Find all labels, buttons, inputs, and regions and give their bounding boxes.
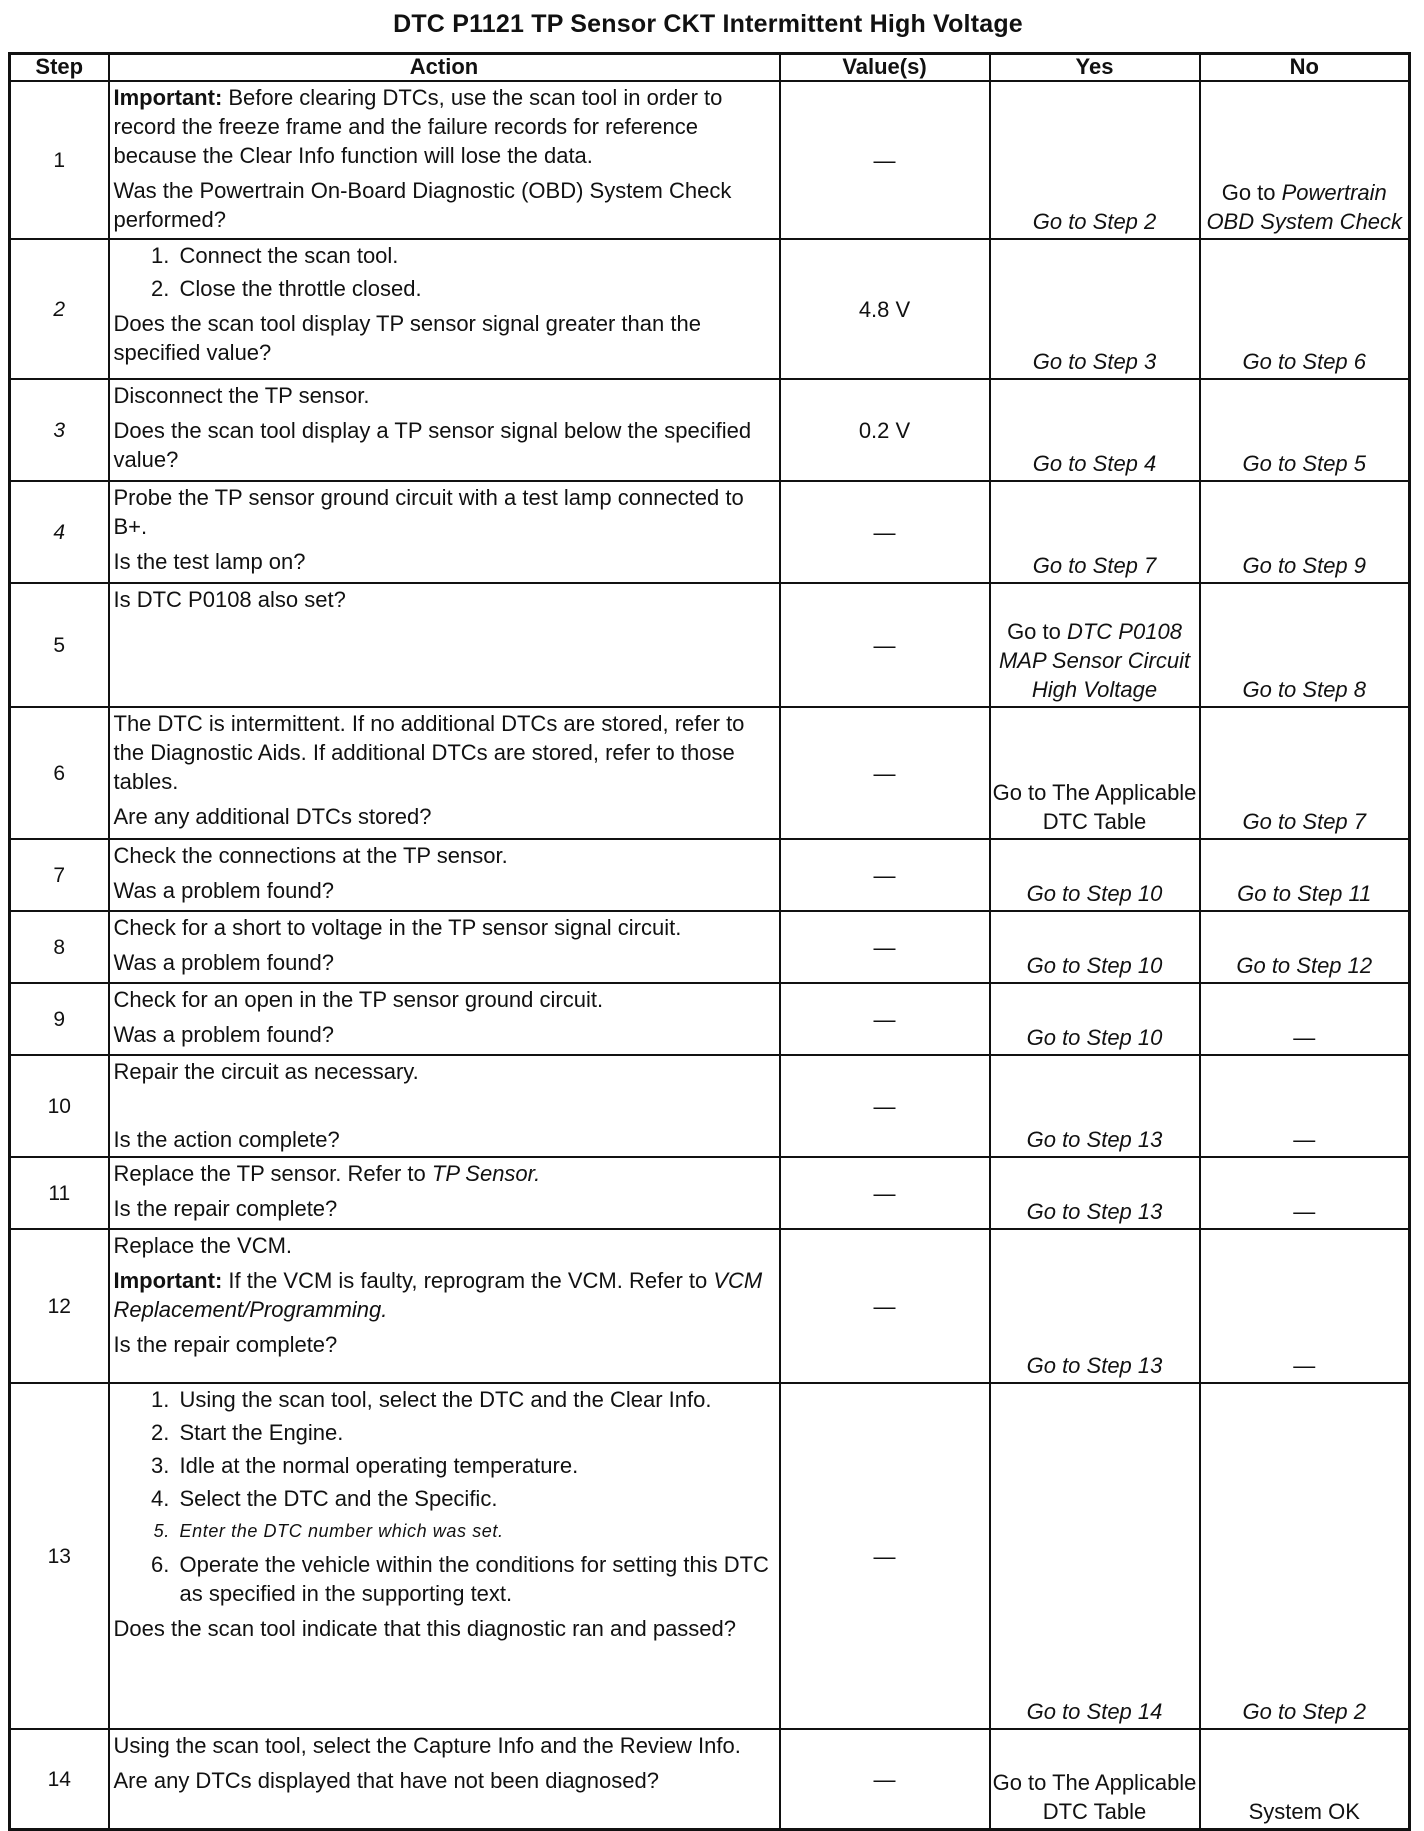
action-text: The DTC is intermittent. If no additional DTCs are stored, refer to the Diagnostic Aids. If additional DTCs are stored, refer to those tables. <box>113 711 745 794</box>
no-cell: Go to Step 11 <box>1200 839 1410 911</box>
header-action: Action <box>109 54 780 82</box>
question-text: Is the repair complete? <box>113 1196 338 1221</box>
header-step: Step <box>10 54 109 82</box>
table-row-step-10 <box>10 1055 1410 1157</box>
table-row-step-5 <box>10 583 1410 707</box>
value-cell: 0.2 V <box>780 379 990 481</box>
no-cell: — <box>1200 1055 1410 1157</box>
header-no: No <box>1200 54 1410 82</box>
table-row-step-11 <box>10 1157 1410 1229</box>
question-text: Are any DTCs displayed that have not been diagnosed? <box>113 1768 659 1793</box>
yes-cell: Go to The Applicable DTC Table <box>990 707 1200 839</box>
question-text: Does the scan tool display a TP sensor signal below the specified value? <box>113 418 752 472</box>
action-cell <box>109 239 780 379</box>
value-cell: — <box>780 1229 990 1383</box>
question-text: Was a problem found? <box>113 950 335 975</box>
action-cell <box>109 1729 780 1829</box>
action-cell <box>109 379 780 481</box>
step-number: 7 <box>10 839 109 911</box>
action-text: Probe the TP sensor ground circuit with a test lamp connected to B+. <box>113 485 744 539</box>
no-cell: — <box>1200 1157 1410 1229</box>
action-cell <box>109 1229 780 1383</box>
header-values: Value(s) <box>780 54 990 82</box>
yes-cell: Go to Step 3 <box>990 239 1200 379</box>
yes-cell: Go to Step 4 <box>990 379 1200 481</box>
action-text: Using the scan tool, select the Capture Info and the Review Info. <box>113 1733 741 1758</box>
value-cell: — <box>780 1383 990 1729</box>
list-item: 2. Close the throttle closed. <box>176 274 775 303</box>
yes-cell: Go to DTC P0108 MAP Sensor Circuit High Voltage <box>990 583 1200 707</box>
important-note: Important: If the VCM is faulty, reprogram the VCM. Refer to VCM Replacement/Programming. <box>113 1268 763 1322</box>
table-row-step-2 <box>10 239 1410 379</box>
diagnostic-table <box>8 52 1411 1831</box>
table-row-step-1 <box>10 81 1410 239</box>
question-text: Was a problem found? <box>113 878 335 903</box>
action-text: Check for a short to voltage in the TP sensor signal circuit. <box>113 915 682 940</box>
value-cell: — <box>780 707 990 839</box>
yes-cell: Go to Step 10 <box>990 839 1200 911</box>
yes-cell: Go to Step 13 <box>990 1157 1200 1229</box>
document-page <box>8 0 1408 1831</box>
header-yes: Yes <box>990 54 1200 82</box>
yes-cell: Go to Step 7 <box>990 481 1200 583</box>
table-row-step-14 <box>10 1729 1410 1829</box>
table-row-step-4 <box>10 481 1410 583</box>
table-row-step-9 <box>10 983 1410 1055</box>
action-list <box>114 1385 775 1608</box>
action-list <box>114 241 775 303</box>
value-cell: — <box>780 1729 990 1829</box>
list-item: 6. Operate the vehicle within the conditions for setting this DTC as specified in the supporting text. <box>176 1550 775 1608</box>
table-row-step-12 <box>10 1229 1410 1383</box>
page-title: DTC P1121 TP Sensor CKT Intermittent High Voltage <box>393 10 1023 38</box>
list-item: 3. Idle at the normal operating temperature. <box>176 1451 775 1480</box>
table-row-step-8 <box>10 911 1410 983</box>
step-number: 4 <box>10 481 109 583</box>
value-cell: — <box>780 1157 990 1229</box>
value-cell: — <box>780 983 990 1055</box>
table-header-row <box>10 54 1410 82</box>
question-text: Is the action complete? <box>113 1127 340 1152</box>
action-cell <box>109 983 780 1055</box>
value-cell: — <box>780 911 990 983</box>
step-number: 5 <box>10 583 109 707</box>
no-cell: Go to Step 6 <box>1200 239 1410 379</box>
no-cell: — <box>1200 1229 1410 1383</box>
action-cell <box>109 1157 780 1229</box>
action-cell <box>109 1055 780 1157</box>
table-row-step-3 <box>10 379 1410 481</box>
action-cell <box>109 839 780 911</box>
table-row-step-7 <box>10 839 1410 911</box>
step-number: 12 <box>10 1229 109 1383</box>
yes-cell: Go to Step 10 <box>990 983 1200 1055</box>
question-text: Was a problem found? <box>113 1022 335 1047</box>
important-note: Important: Before clearing DTCs, use the scan tool in order to record the freeze frame and the failure records for reference because the Clear Info function will lose the data. <box>113 85 723 168</box>
yes-cell: Go to Step 13 <box>990 1055 1200 1157</box>
step-number: 13 <box>10 1383 109 1729</box>
value-cell: — <box>780 81 990 239</box>
step-number: 1 <box>10 81 109 239</box>
no-cell: Go to Step 2 <box>1200 1383 1410 1729</box>
table-row-step-13 <box>10 1383 1410 1729</box>
no-cell: System OK <box>1200 1729 1410 1829</box>
question-text: Was the Powertrain On-Board Diagnostic (OBD) System Check performed? <box>113 178 732 232</box>
no-cell: Go to Powertrain OBD System Check <box>1200 81 1410 239</box>
question-text: Is the test lamp on? <box>113 549 306 574</box>
action-cell <box>109 707 780 839</box>
question-text: Does the scan tool indicate that this diagnostic ran and passed? <box>113 1616 737 1641</box>
step-number: 6 <box>10 707 109 839</box>
no-cell: Go to Step 5 <box>1200 379 1410 481</box>
step-number: 8 <box>10 911 109 983</box>
action-cell <box>109 81 780 239</box>
yes-cell: Go to Step 10 <box>990 911 1200 983</box>
yes-cell: Go to Step 14 <box>990 1383 1200 1729</box>
action-text: Replace the TP sensor. Refer to TP Sensor. <box>113 1161 541 1186</box>
question-text: Is the repair complete? <box>113 1332 338 1357</box>
table-row-step-6 <box>10 707 1410 839</box>
action-cell <box>109 911 780 983</box>
step-number: 2 <box>10 239 109 379</box>
no-cell: Go to Step 9 <box>1200 481 1410 583</box>
action-text: Check for an open in the TP sensor ground circuit. <box>113 987 604 1012</box>
step-number: 11 <box>10 1157 109 1229</box>
no-cell: Go to Step 8 <box>1200 583 1410 707</box>
question-text: Is DTC P0108 also set? <box>113 587 346 612</box>
no-cell: Go to Step 7 <box>1200 707 1410 839</box>
list-item: 5. Enter the DTC number which was set. <box>176 1517 775 1546</box>
yes-cell: Go to Step 13 <box>990 1229 1200 1383</box>
value-cell: — <box>780 839 990 911</box>
value-cell: — <box>780 1055 990 1157</box>
step-number: 3 <box>10 379 109 481</box>
question-text: Are any additional DTCs stored? <box>113 804 432 829</box>
step-number: 14 <box>10 1729 109 1829</box>
no-cell: — <box>1200 983 1410 1055</box>
list-item: 1. Using the scan tool, select the DTC and the Clear Info. <box>176 1385 775 1414</box>
yes-cell: Go to Step 2 <box>990 81 1200 239</box>
no-cell: Go to Step 12 <box>1200 911 1410 983</box>
value-cell: — <box>780 583 990 707</box>
action-cell <box>109 481 780 583</box>
action-text: Replace the VCM. <box>113 1233 293 1258</box>
value-cell: — <box>780 481 990 583</box>
question-text: Does the scan tool display TP sensor signal greater than the specified value? <box>113 311 701 365</box>
step-number: 10 <box>10 1055 109 1157</box>
list-item: 4. Select the DTC and the Specific. <box>176 1484 775 1513</box>
action-cell <box>109 583 780 707</box>
value-cell: 4.8 V <box>780 239 990 379</box>
list-item: 1. Connect the scan tool. <box>176 241 775 270</box>
action-text: Disconnect the TP sensor. <box>113 383 370 408</box>
action-text: Check the connections at the TP sensor. <box>113 843 508 868</box>
yes-cell: Go to The Applicable DTC Table <box>990 1729 1200 1829</box>
action-text: Repair the circuit as necessary. <box>113 1059 419 1084</box>
action-cell <box>109 1383 780 1729</box>
list-item: 2. Start the Engine. <box>176 1418 775 1447</box>
step-number: 9 <box>10 983 109 1055</box>
